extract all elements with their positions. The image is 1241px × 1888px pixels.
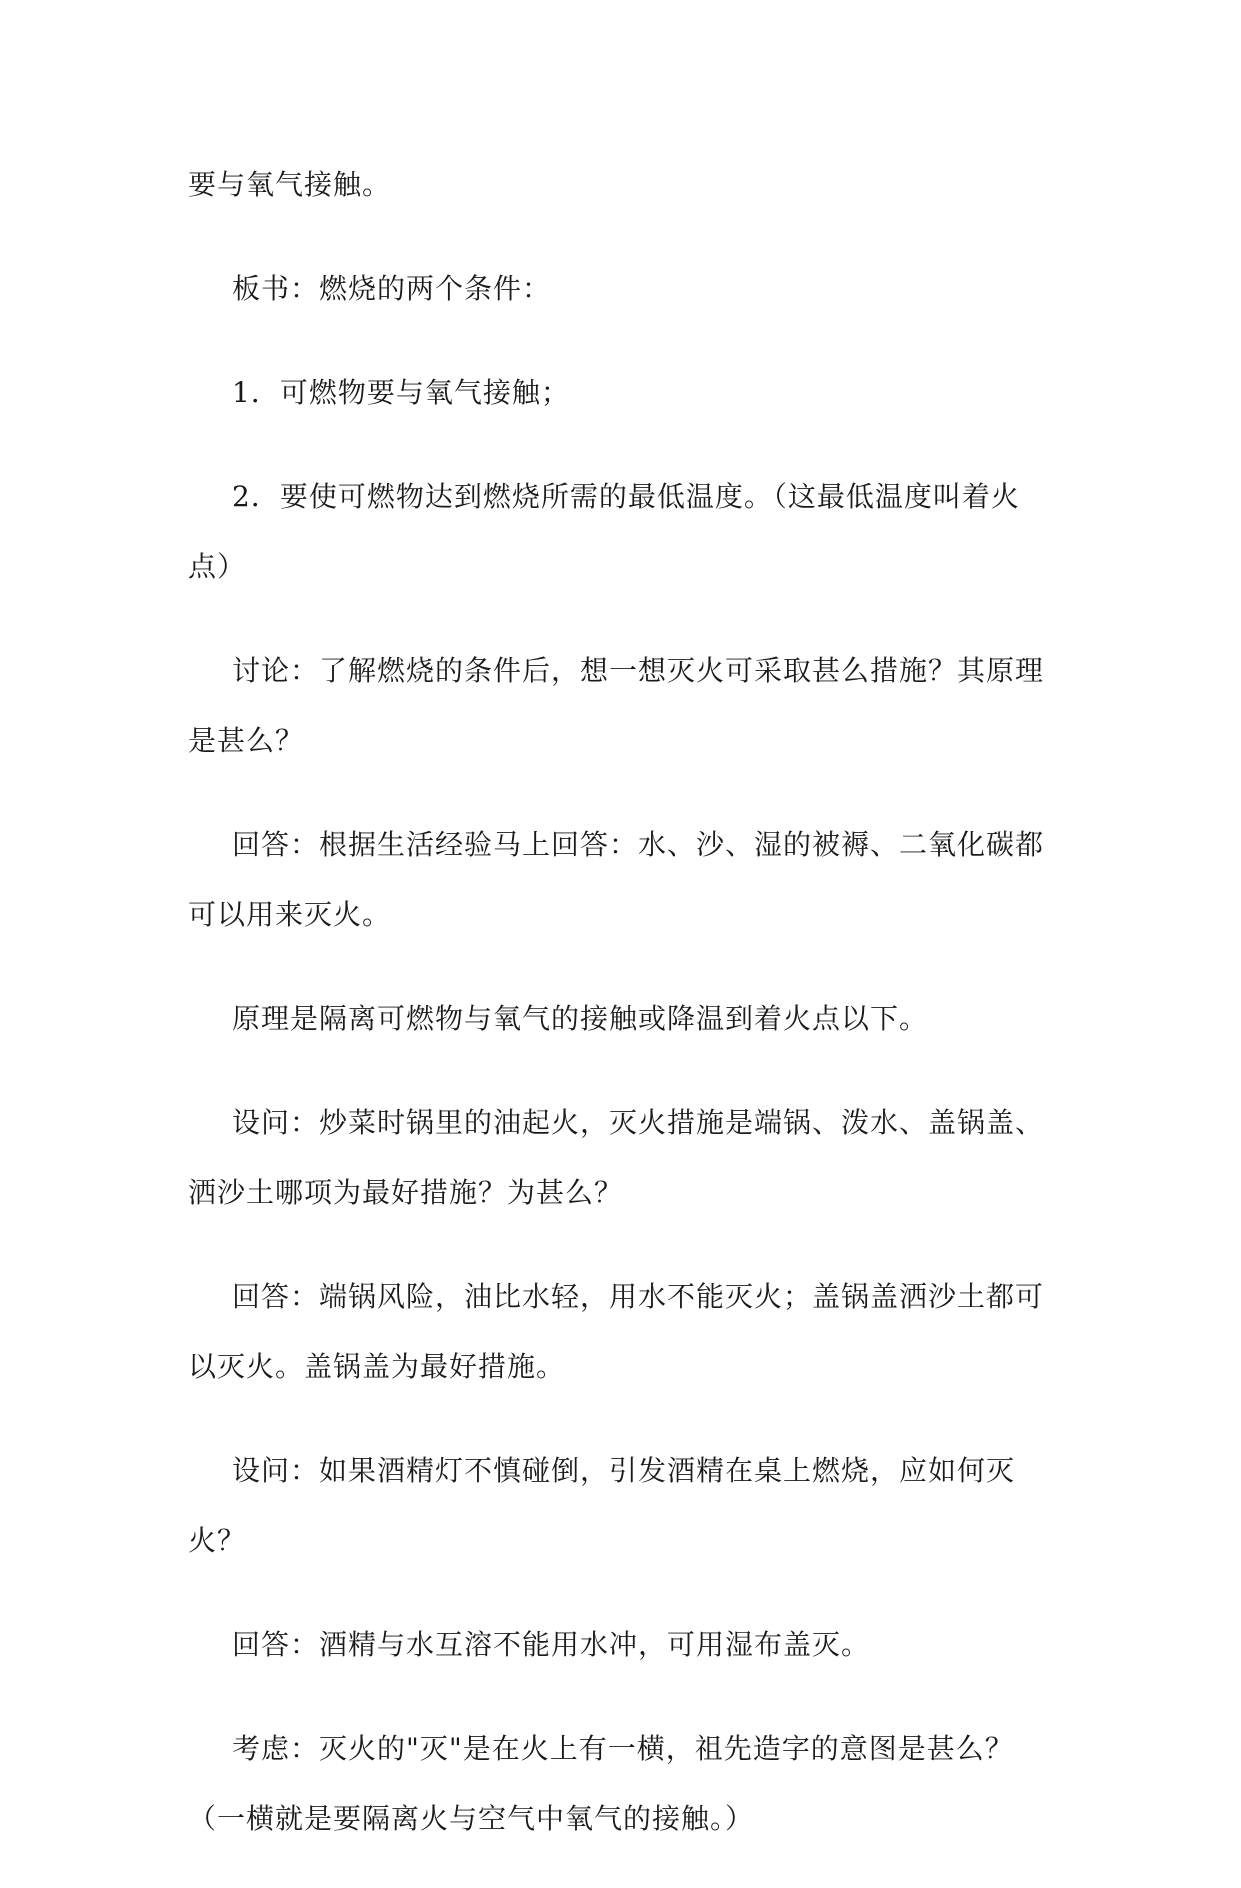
- document-page: [188, 150, 1054, 1888]
- paragraph-question-1: 设问：炒菜时锅里的油起火，灭火措施是端锅、泼水、盖锅盖、洒沙土哪项为最好措施？为甚么？: [188, 1106, 1045, 1209]
- paragraph-answer-1: 回答：根据生活经验马上回答：水、沙、湿的被褥、二氧化碳都可以用来灭火。: [188, 828, 1045, 931]
- paragraph-answer-3: 回答：酒精与水互溶不能用水冲，可用湿布盖灭。: [232, 1628, 871, 1661]
- paragraph-condition-2: 2．要使可燃物达到燃烧所需的最低温度。（这最低温度叫着火点）: [188, 480, 1020, 583]
- paragraph-condition-1: 1．可燃物要与氧气接触；: [232, 376, 570, 409]
- paragraph-discussion: 讨论：了解燃烧的条件后，想一想灭火可采取甚么措施？其原理是甚么？: [188, 654, 1045, 757]
- paragraph-continuation: 要与氧气接触。: [188, 168, 392, 201]
- paragraph-question-2: 设问：如果酒精灯不慎碰倒，引发酒精在桌上燃烧，应如何灭火？: [188, 1454, 1016, 1557]
- paragraph-principle: 原理是隔离可燃物与氧气的接触或降温到着火点以下。: [232, 1002, 929, 1035]
- paragraph-consider: 考虑：灭火的"灭"是在火上有一横，祖先造字的意图是甚么？（一横就是要隔离火与空气中氧气的接触。）: [188, 1732, 1014, 1835]
- paragraph-blackboard-heading: 板书：燃烧的两个条件：: [232, 272, 552, 305]
- paragraph-answer-2: 回答：端锅风险，油比水轻，用水不能灭火；盖锅盖洒沙土都可以灭火。盖锅盖为最好措施。: [188, 1280, 1045, 1383]
